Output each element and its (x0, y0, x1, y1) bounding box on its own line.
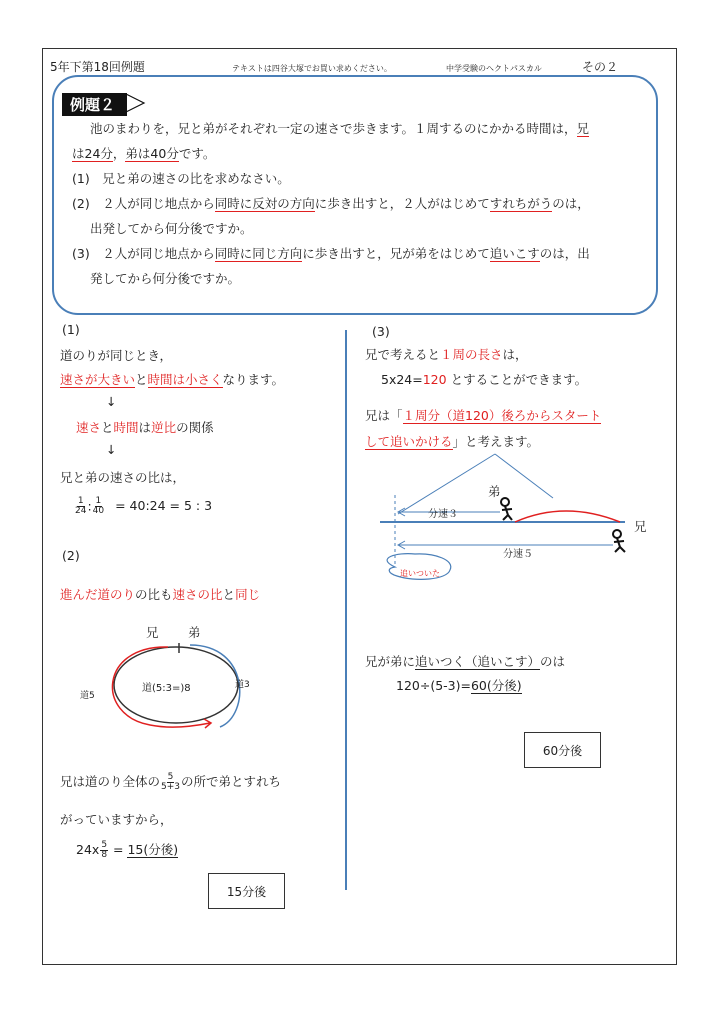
question-3-line2: 発してから何分後ですか。 (90, 271, 241, 286)
s2-ani-label: 兄 (146, 625, 159, 640)
s3-line5: 兄が弟に追いつく（追いこす）のは (365, 654, 566, 669)
problem-intro-line2: は24分，弟は40分です。 (72, 146, 216, 161)
header-note: テキストは四谷大塚でお買い求めください。 (232, 64, 392, 73)
s3-ani-label: 兄 (634, 519, 647, 534)
s3-caught-label: 追いついた (400, 569, 440, 578)
s3-label: (3) (372, 324, 390, 339)
s3-otouto-label: 弟 (488, 484, 501, 499)
problem-label: 例題２ (62, 93, 127, 116)
s2-answer-box: 15分後 (208, 873, 285, 909)
s3-speed5-label: 分速５ (503, 549, 533, 560)
s1-line2: 速さが大きいと時間は小さくなります。 (60, 372, 285, 387)
s2-right-label: 道3 (235, 680, 250, 690)
question-2-line1: (2) ２人が同じ地点から同時に反対の方向に歩き出すと，２人がはじめてすれちがうのは， (72, 196, 590, 211)
header-part: その２ (582, 60, 619, 74)
problem-intro-line1: 池のまわりを，兄と弟がそれぞれ一定の速さで歩きます。１周するのにかかる時間は，兄 (90, 121, 590, 136)
s2-calc-fraction: $\frac{5}{8}$ (101, 839, 108, 860)
s2-fraction: $\frac{5}{5+3}$ (161, 771, 181, 792)
pointer-line-1 (495, 454, 553, 498)
question-2-line2: 出発してから何分後ですか。 (90, 221, 253, 236)
s3-line4: して追いかける」と考えます。 (365, 434, 540, 449)
s2-line2: 兄は道のり全体の $\frac{5}{5+3}$ の所で弟とすれち (60, 771, 282, 792)
s2-ring-label: 道(5:3=)8 (142, 683, 191, 694)
s2-left-label: 道5 (80, 691, 95, 701)
s2-calc: 24x $\frac{5}{8}$ = 15(分後) (76, 839, 179, 860)
column-divider (345, 330, 347, 890)
header-site: 中学受験のヘクトパスカル (446, 64, 542, 73)
s1-arrow-2: ↓ (106, 442, 117, 457)
s1-line3: 速さと時間は逆比の関係 (76, 420, 214, 435)
s1-line4: 兄と弟の速さの比は， (60, 470, 186, 485)
s2-line1: 進んだ道のりの比も速さの比と同じ (60, 587, 261, 602)
question-1: (1) 兄と弟の速さの比を求めなさい。 (72, 171, 290, 186)
s3-answer-box: 60分後 (524, 732, 601, 768)
s1-fraction-1: $\frac{1}{24}$ (75, 496, 87, 517)
s3-speed3-label: 分速３ (428, 509, 458, 520)
ani-figure-icon (613, 530, 625, 552)
s1-fraction-2: $\frac{1}{40}$ (92, 496, 105, 517)
s2-label: (2) (62, 548, 80, 563)
label-tab-icon (124, 92, 148, 114)
s2-line3: がっていますから， (60, 812, 173, 827)
s1-ratio: $\frac{1}{24}$ : $\frac{1}{40}$ = 40:24 = 5 : 3 (75, 496, 213, 517)
question-3-line1: (3) ２人が同じ地点から同時に同じ方向に歩き出すと，兄が弟をはじめて追いこすのは，出 (72, 246, 590, 261)
s3-calc: 120÷(5-3)=60(分後) (396, 678, 522, 693)
s1-line1: 道のりが同じとき， (60, 348, 173, 363)
page-title: 5年下第18回例題 (50, 60, 145, 74)
otouto-figure-icon (501, 498, 512, 520)
otouto-arc (515, 511, 620, 522)
s2-otouto-label: 弟 (188, 625, 201, 640)
s3-line1: 兄で考えると１周の長さは， (365, 347, 528, 362)
s3-line3: 兄は「１周分（道120）後ろからスタート (365, 408, 602, 423)
s3-line2: 5x24=120 とすることができます。 (381, 372, 588, 387)
s1-arrow-1: ↓ (106, 394, 117, 409)
s1-label: (1) (62, 322, 80, 337)
